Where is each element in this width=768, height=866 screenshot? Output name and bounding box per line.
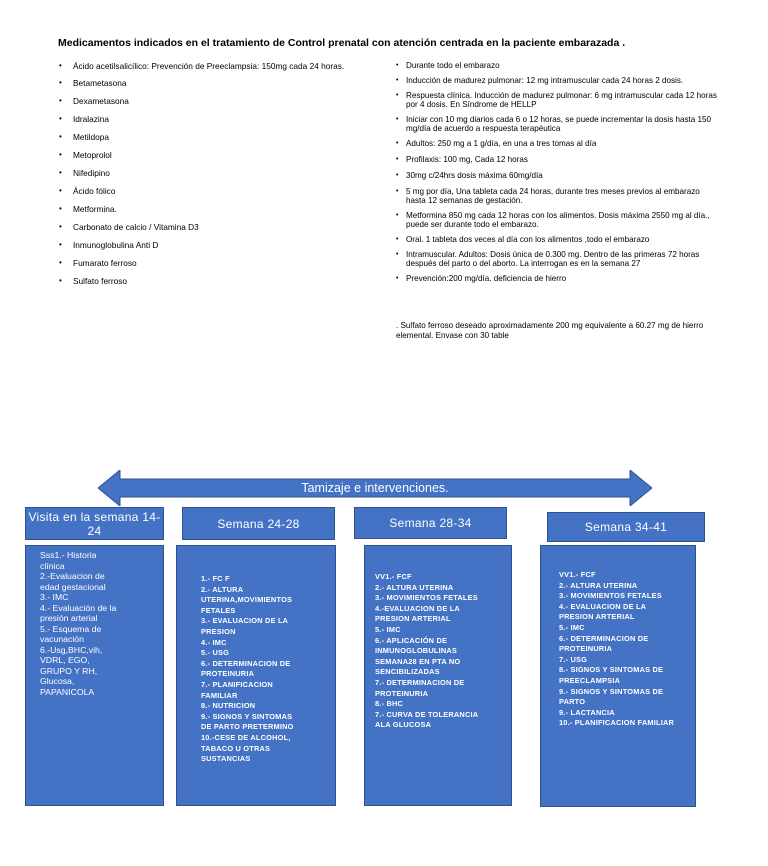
column-content-week-14-24 xyxy=(25,545,164,806)
column-content-text: VV1.- FCF 2.- ALTURA UTERINA 3.- MOVIMIENTOS FETALES 4.- EVALUACION DE LA PRESION ARTERIAL 5.- IMC 6.- DETERMINACION DE PROTEINURIA 7.- USG 8.- SIGNOS Y SINTOMAS DE PREECLAMPSIA 9.- SIGNOS Y SINTOMAS DE PARTO 9.- LACTANCIA 10.- PLANIFICACION FAMILIAR xyxy=(559,570,675,728)
medication-item: • Sulfato ferroso xyxy=(58,276,378,286)
dosage-item: • Prevención:200 mg/día. deficiencia de hierro xyxy=(396,274,718,283)
dosage-item: • Adultos: 250 mg a 1 g/día, en una a tres tomas al día xyxy=(396,139,718,148)
dosage-item: • Inducción de madurez pulmonar: 12 mg intramuscular cada 24 horas 2 dosis. xyxy=(396,76,718,85)
column-content-week-28-34 xyxy=(364,545,512,806)
column-header-label: Visita en la semana 14-24 xyxy=(28,509,161,538)
column-content-text: 1.- FC F 2.- ALTURA UTERINA,MOVIMIENTOS FETALES 3.- EVALUACION DE LA PRESION 4.- IMC 5.- USG 6.- DETERMINACION DE PROTEINURIA 7.- PLANIFICACION FAMILIAR 8.- NUTRICION 9.- SIGNOS Y SINTOMAS DE PARTO PRETERMINO 10.-CESE DE ALCOHOL, TABACO U OTRAS SUSTANCIAS xyxy=(201,574,294,764)
medication-item: • Fumarato ferroso xyxy=(58,258,378,268)
dosage-item: • Metformina 850 mg cada 12 horas con los alimentos. Dosis máxima 2550 mg al día., puede ser durante todo el embarazo. xyxy=(396,211,718,229)
dosage-item: • Oral. 1 tableta dos veces al día con los alimentos ,todo el embarazo xyxy=(396,235,718,244)
column-header-label: Semana 34-41 xyxy=(584,520,668,534)
medication-item: • Metildopa xyxy=(58,132,378,142)
column-content-text: Sss1.- Historia clínica 2.-Evaluacion de edad gestacional 3.- IMC 4.- Evaluación de la presión arterial 5.- Esquema de vacunación 6.-Usg,BHC,vih, VDRL, EGO, GRUPO Y RH, Glucosa, PAPANICOLA xyxy=(40,550,117,697)
column-header-label: Semana 24-28 xyxy=(217,516,300,531)
medication-item: • Inmunoglobulina Anti D xyxy=(58,240,378,250)
medication-item: • Ácido acetilsalicílico: Prevención de Preeclampsia: 150mg cada 24 horas. xyxy=(58,61,378,71)
dosage-item: • Durante todo el embarazo xyxy=(396,61,718,70)
column-header-label: Semana 28-34 xyxy=(389,516,472,530)
medication-item: • Idralazina xyxy=(58,114,378,124)
dosage-item: • Profilaxis: 100 mg, Cada 12 horas xyxy=(396,155,718,164)
medication-item: • Metformina. xyxy=(58,204,378,214)
dosage-item: • Intramuscular. Adultos: Dosis única de 0.300 mg. Dentro de las primeras 72 horas después del parto o del aborto. La interrogan es en la semana 27 xyxy=(396,250,718,268)
medication-list xyxy=(58,61,378,286)
dosage-item: • 30mg c/24hrs dosis máxima 60mg/día xyxy=(396,171,718,180)
page-title: Medicamentos indicados en el tratamiento de Control prenatal con atención centrada en la paciente embarazada . xyxy=(58,37,626,49)
dosage-item: • 5 mg por día, Una tableta cada 24 horas, durante tres meses previos al embarazo hasta 12 semanas de gestación. xyxy=(396,187,718,205)
column-header-week-24-28 xyxy=(182,507,335,540)
column-header-week-14-24 xyxy=(25,507,164,540)
medication-item: • Metoprolol xyxy=(58,150,378,160)
medication-item: • Dexametasona xyxy=(58,96,378,106)
column-header-week-28-34 xyxy=(354,507,507,539)
column-header-week-34-41 xyxy=(547,512,705,542)
medication-item: • Nifedipino xyxy=(58,168,378,178)
dosage-list xyxy=(396,61,718,283)
dosage-item: • Iniciar con 10 mg diarios cada 6 o 12 horas, se puede incrementar la dosis hasta 150 mg/día de acuerdo a respuesta terapéutica xyxy=(396,115,718,133)
sulfato-note: . Sulfato ferroso deseado aproximadamente 200 mg equivalente a 60.27 mg de hierro elemental. Envase con 30 table xyxy=(396,321,704,340)
medication-item: • Ácido fólico xyxy=(58,186,378,196)
banner-label: Tamizaje e intervenciones. xyxy=(301,481,449,495)
medication-item: • Carbonato de calcio / Vitamina D3 xyxy=(58,222,378,232)
column-content-text: VV1.- FCF 2.- ALTURA UTERINA 3.- MOVIMIENTOS FETALES 4.-EVALUACION DE LA PRESION ARTERIAL 5.- IMC 6.- APLICACIÓN DE INMUNOGLOBULINAS SEMANA28 EN PTA NO SENCIBILIZADAS 7.- DETERMINACION DE PROTEINURIA 8.- BHC 7.- CURVA DE TOLERANCIA ALA GLUCOSA xyxy=(375,572,479,730)
medication-item: • Betametasona xyxy=(58,78,378,88)
column-content-week-34-41 xyxy=(540,545,696,807)
dosage-item: • Respuesta clínica. Inducción de madurez pulmonar: 6 mg intramuscular cada 12 horas por 4 dosis. En Síndrome de HELLP xyxy=(396,91,718,109)
column-content-week-24-28 xyxy=(176,545,336,806)
